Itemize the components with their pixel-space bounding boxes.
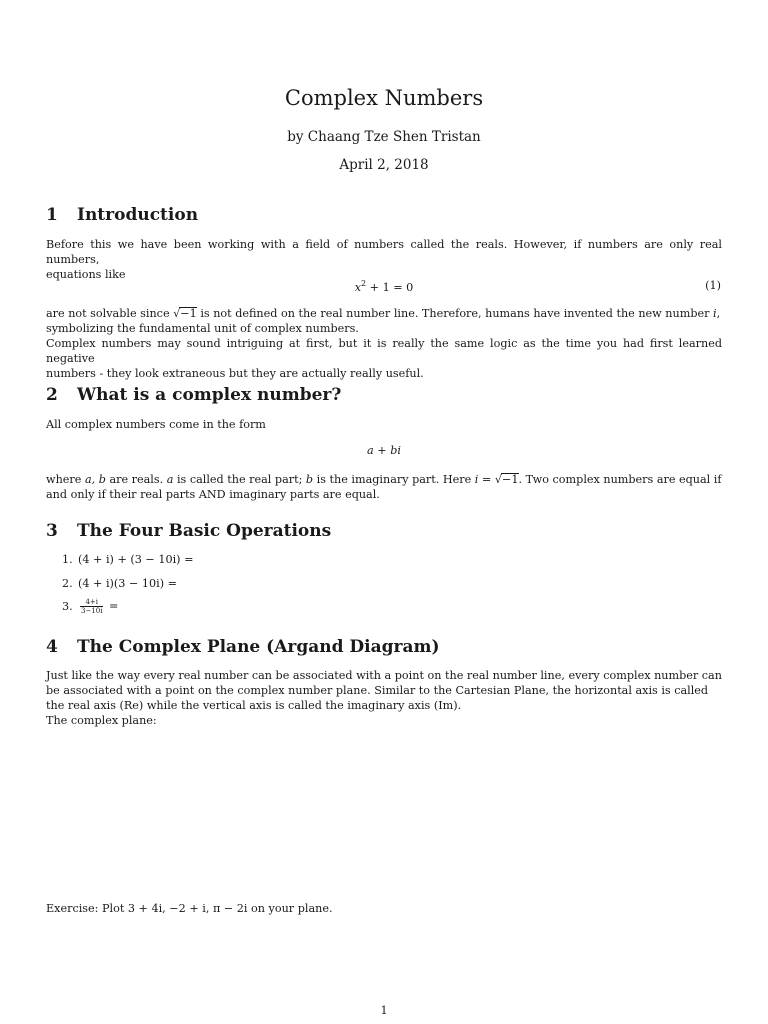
- fraction-denominator: 3−10i: [81, 607, 103, 615]
- section-number: 4: [46, 637, 58, 657]
- equation-var: x: [354, 281, 361, 294]
- sqrt-body: −1: [502, 473, 519, 486]
- document-author: by Chaang Tze Shen Tristan: [287, 129, 481, 145]
- text-line: Before this we have been working with a field of numbers called the reals. However, if numbers are only real numbers,: [46, 238, 722, 266]
- text-line: numbers - they look extraneous but they are actually really useful.: [46, 367, 424, 380]
- operation-item-1: [62, 553, 193, 566]
- section-heading-what-is: [46, 385, 341, 405]
- item-expression: (4 + i)(3 − 10i) =: [78, 577, 177, 590]
- math-var: i: [713, 307, 717, 320]
- sqrt-body: −1: [180, 307, 197, 320]
- item-number: 1.: [62, 553, 73, 566]
- section-heading-complex-plane: [46, 637, 440, 657]
- text-run: is not defined on the real number line. Therefore, humans have invented the new number: [196, 307, 714, 320]
- text-line: be associated with a point on the complex number plane. Similar to the Cartesian Plane, the horizontal axis is called: [46, 684, 709, 697]
- math-var: i: [474, 473, 479, 486]
- what-is-intro: All complex numbers come in the form: [46, 418, 266, 431]
- item-expression: =: [105, 599, 119, 613]
- exercise-text: Exercise: Plot 3 + 4i, −2 + i, π − 2i on your plane.: [46, 902, 333, 915]
- text-run: is called the real part;: [173, 473, 306, 486]
- text-line: Just like the way every real number can be associated with a point on the real number line, every complex number can: [46, 669, 722, 682]
- equation-1: [0, 279, 768, 294]
- page-number: 1: [380, 1004, 388, 1017]
- section-title: The Complex Plane (Argand Diagram): [77, 637, 440, 657]
- section-title: The Four Basic Operations: [77, 521, 332, 541]
- operation-item-3: [62, 598, 118, 615]
- intro-continuation: [46, 306, 722, 381]
- section-heading-introduction: [46, 205, 198, 225]
- text-line: [46, 472, 722, 487]
- intro-paragraph: [46, 237, 722, 282]
- text-line: symbolizing the fundamental unit of complex numbers.: [46, 322, 359, 335]
- text-run: are not solvable since: [46, 307, 174, 320]
- sqrt-sign: √: [173, 307, 181, 320]
- section-heading-operations: [46, 521, 331, 541]
- document-date: April 2, 2018: [339, 157, 429, 173]
- section-number: 1: [46, 205, 58, 225]
- complex-form: a + bi: [367, 444, 401, 457]
- what-is-paragraph: [46, 472, 722, 502]
- section-number: 2: [46, 385, 58, 405]
- item-number: 2.: [62, 577, 73, 590]
- document-title: Complex Numbers: [284, 86, 484, 110]
- item-number: 3.: [62, 599, 73, 613]
- fraction: [80, 598, 103, 615]
- text-line: Complex numbers may sound intriguing at first, but it is really the same logic as the time you had first learned negative: [46, 337, 722, 365]
- text-line: The complex plane:: [46, 714, 157, 727]
- section-number: 3: [46, 521, 58, 541]
- equation-rest: + 1 = 0: [366, 281, 414, 294]
- equation-exponent: 2: [361, 279, 367, 288]
- text-line: equations like: [46, 268, 126, 281]
- text-run: is the imaginary part. Here: [313, 473, 475, 486]
- text-run: ,: [716, 307, 721, 320]
- text-line: [46, 306, 722, 321]
- math-var: b: [305, 473, 314, 486]
- equation-number: (1): [705, 279, 721, 292]
- section-title: What is a complex number?: [77, 385, 342, 405]
- text-run: where: [46, 473, 85, 486]
- text-run: are reals.: [105, 473, 167, 486]
- section-title: Introduction: [77, 205, 199, 225]
- text-run: =: [478, 473, 495, 486]
- fraction-numerator: 4+i: [80, 598, 103, 607]
- text-run: . Two complex numbers are equal if: [518, 473, 722, 486]
- sqrt-sign: √: [494, 473, 502, 486]
- math-var: a: [166, 473, 174, 486]
- text-line: and only if their real parts AND imaginary parts are equal.: [46, 488, 380, 501]
- item-expression: (4 + i) + (3 − 10i) =: [78, 553, 194, 566]
- math-var: a, b: [84, 473, 106, 486]
- complex-plane-paragraph: [46, 668, 722, 728]
- text-line: the real axis (Re) while the vertical axis is called the imaginary axis (Im).: [46, 699, 462, 712]
- operation-item-2: [62, 577, 177, 590]
